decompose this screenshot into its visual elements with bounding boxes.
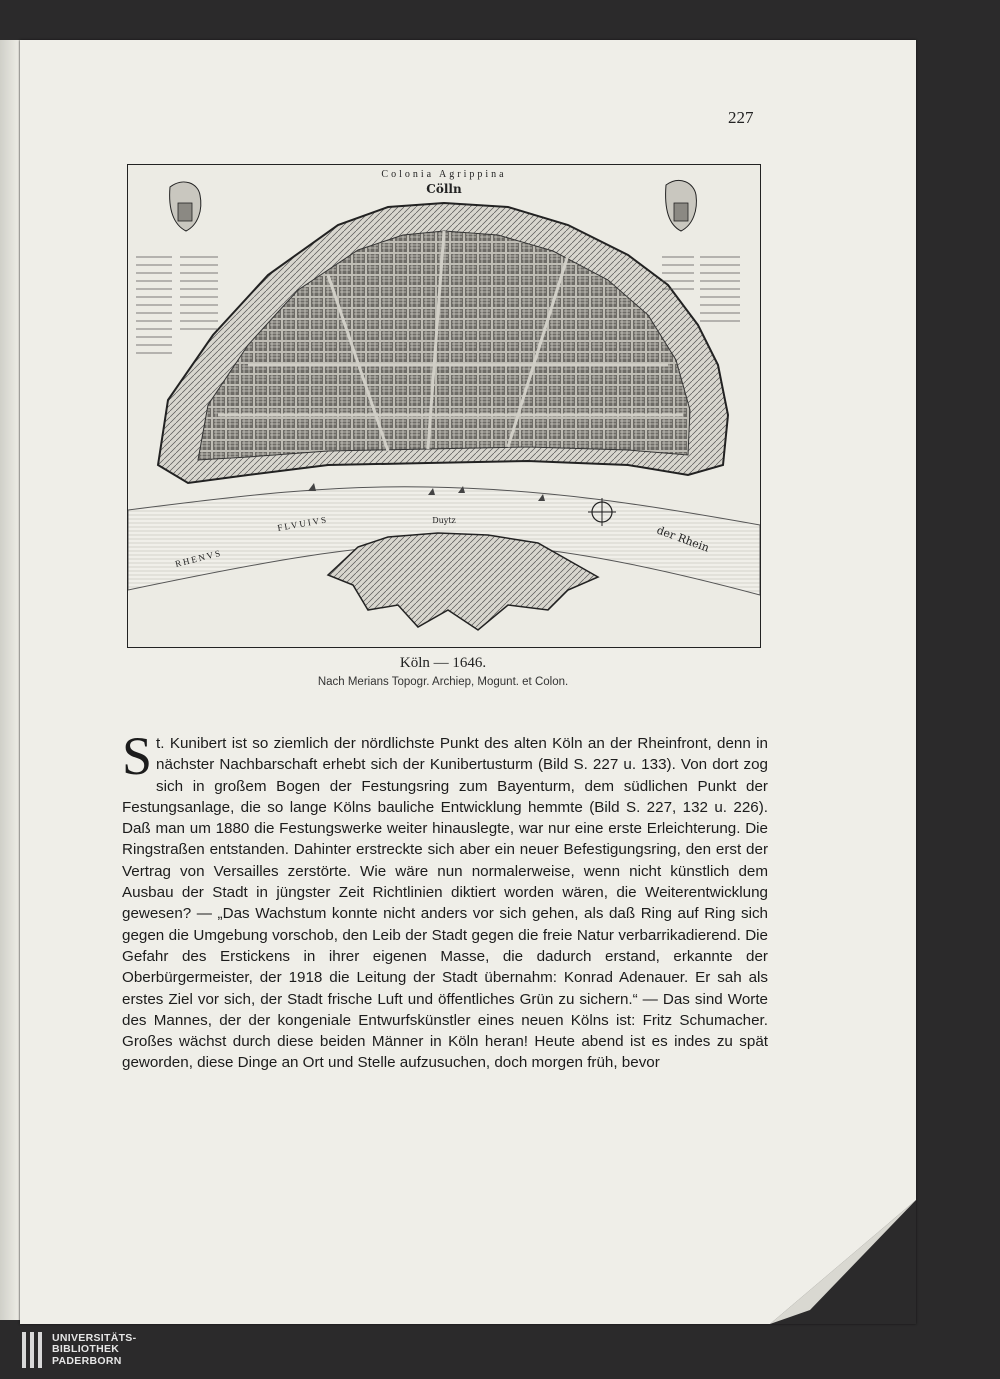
map-drawing xyxy=(128,165,760,647)
logo-line-1: UNIVERSITÄTS- xyxy=(52,1331,137,1344)
city-map-engraving xyxy=(127,164,761,648)
logo-bars-icon xyxy=(22,1332,42,1368)
river-label-mid: FLVUIVS xyxy=(276,514,329,533)
library-logo xyxy=(22,1332,136,1368)
river-label-left: RHENVS xyxy=(174,547,224,569)
drop-cap: S xyxy=(122,726,153,786)
logo-line-2: BIBLIOTHEK xyxy=(52,1343,120,1356)
page-number: 227 xyxy=(728,108,754,127)
body-paragraph xyxy=(122,726,768,1074)
district-label: Duytz xyxy=(432,516,456,525)
logo-text xyxy=(52,1333,136,1368)
figure-caption-title: Köln — 1646. xyxy=(399,655,487,671)
map-subtitle: Cölln xyxy=(426,182,462,196)
figure-caption-source: Nach Merians Topogr. Archiep, Mogunt. et Colon. xyxy=(317,676,569,688)
folded-page-corner xyxy=(770,1200,916,1324)
map-title: Colonia Agrippina xyxy=(381,169,507,180)
logo-line-3: PADERBORN xyxy=(52,1354,122,1367)
paragraph-text: t. Kunibert ist so ziemlich der nördlichste Punkt des alten Köln an der Rheinfront, denn in nächster Nachbarschaft erhebt sich der Kunibertusturm (Bild S. 227 u. 133). Von dort zog sich in großem Bogen der Festungsring zum Bayenturm, dem südlichen Punkt der Festungsanlage, die so lange Kölns bauliche Entwicklung hemmte (Bild S. 227, 132 u. 226). Daß man um 1880 die Festungswerke weiter hinauslegte, war nur eine erste Erleichterung. Die Ringstraßen entstanden. Dahinter erstreckte sich aber ein neuer Befestigungsring, den erst der Vertrag von Versailles zerstörte. Wie wäre nun normalerweise, wenn nicht künstlich dem Ausbau der Stadt in jüngster Zeit Richtlinien diktiert worden wären, die Weiterentwicklung gewesen? — „Das Wachstum konnte nicht anders vor sich gehen, als daß Ring auf Ring sich gegen die Umgebung vorschob, den Leib der Stadt gegen die freie Natur verbarrikadierend. Die Gefahr des Erstickens in ihrer eigenen Masse, die dadurch erstand, erkannte der Oberbürgermeister, der 1918 die Leitung der Stadt übernahm: Konrad Adenauer. Er sah als erstes Ziel vor sich, der Stadt frische Luft und öffentliches Grün zu sichern.“ — Das sind Worte des Mannes, der der kongeniale Entwurfskünstler eines neuen Kölns ist: Fritz Schumacher. Großes wächst durch diese beiden Männer in Köln heran! Heute abend ist es indes zu spät geworden, diese Dinge an Ort und Stelle aufzusuchen, doch morgen früh, bevor xyxy=(122,735,768,1072)
river-label-right: der Rhein xyxy=(654,523,711,555)
